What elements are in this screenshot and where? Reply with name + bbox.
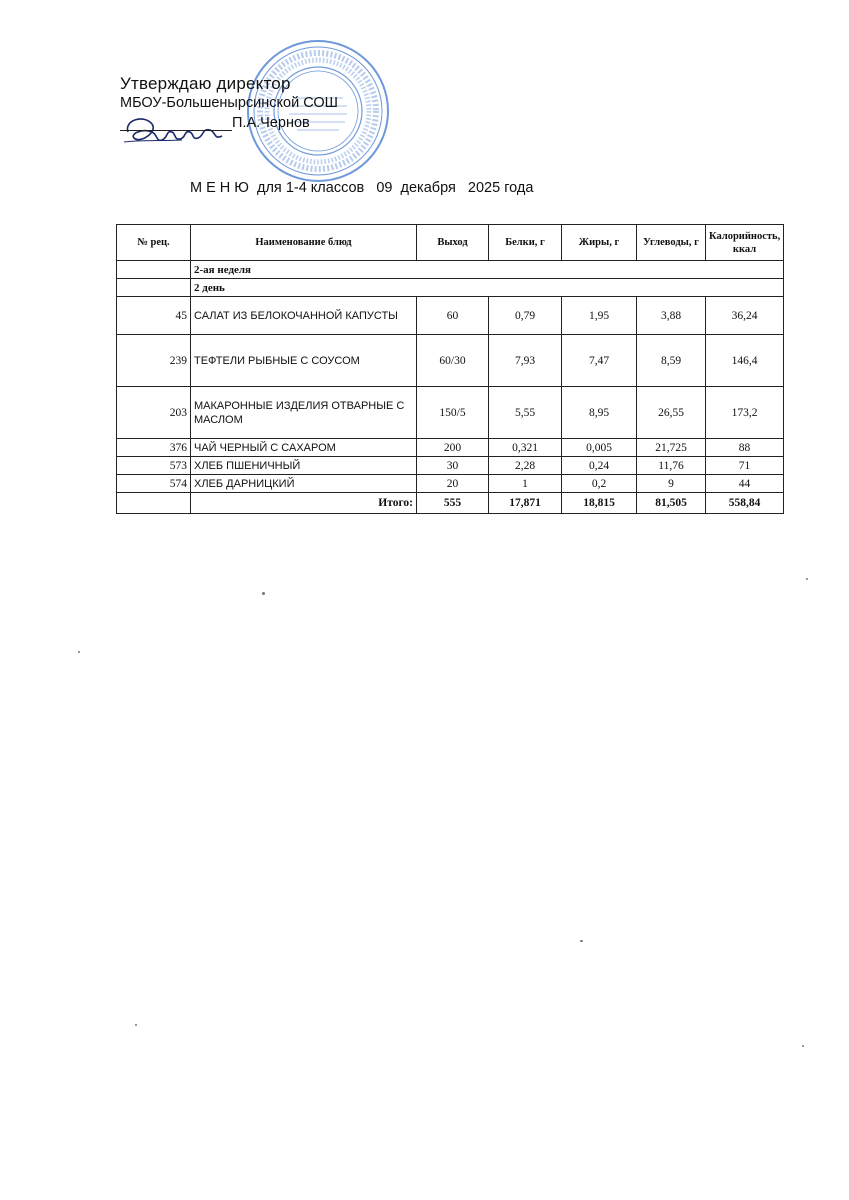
table-header-row bbox=[117, 225, 784, 261]
menu-title: М Е Н Ю для 1-4 классов 09 декабря 2025 года bbox=[190, 180, 534, 196]
header-protein: Белки, г bbox=[489, 225, 562, 261]
carbs-cell: 21,725 bbox=[637, 439, 706, 457]
protein-cell: 1 bbox=[489, 475, 562, 493]
approval-block bbox=[120, 74, 338, 131]
menu-table bbox=[116, 224, 784, 514]
director-name: П.А.Чернов bbox=[232, 115, 310, 131]
carbs-cell: 8,59 bbox=[637, 335, 706, 387]
carbs-cell: 11,76 bbox=[637, 457, 706, 475]
table-row bbox=[117, 439, 784, 457]
day-label: 2 день bbox=[191, 279, 784, 297]
fat-cell: 1,95 bbox=[562, 297, 637, 335]
kcal-cell: 88 bbox=[706, 439, 784, 457]
total-row-spacer bbox=[117, 493, 191, 514]
protein-cell: 5,55 bbox=[489, 387, 562, 439]
yield-cell: 20 bbox=[417, 475, 489, 493]
kcal-cell: 146,4 bbox=[706, 335, 784, 387]
fat-cell: 8,95 bbox=[562, 387, 637, 439]
scan-speck bbox=[262, 592, 265, 595]
rec-cell: 239 bbox=[117, 335, 191, 387]
fat-cell: 0,24 bbox=[562, 457, 637, 475]
scan-speck bbox=[78, 651, 80, 653]
carbs-cell: 3,88 bbox=[637, 297, 706, 335]
week-row bbox=[117, 261, 784, 279]
header-fat: Жиры, г bbox=[562, 225, 637, 261]
total-row bbox=[117, 493, 784, 514]
day-row-spacer bbox=[117, 279, 191, 297]
dish-name-cell: ХЛЕБ ДАРНИЦКИЙ bbox=[191, 475, 417, 493]
scan-speck bbox=[806, 578, 808, 580]
week-label: 2-ая неделя bbox=[191, 261, 784, 279]
week-row-spacer bbox=[117, 261, 191, 279]
protein-cell: 0,321 bbox=[489, 439, 562, 457]
scan-speck bbox=[802, 1045, 804, 1047]
yield-cell: 30 bbox=[417, 457, 489, 475]
rec-cell: 376 bbox=[117, 439, 191, 457]
total-kcal: 558,84 bbox=[706, 493, 784, 514]
kcal-cell: 44 bbox=[706, 475, 784, 493]
header-name: Наименование блюд bbox=[191, 225, 417, 261]
rec-cell: 573 bbox=[117, 457, 191, 475]
kcal-cell: 71 bbox=[706, 457, 784, 475]
day-row bbox=[117, 279, 784, 297]
protein-cell: 7,93 bbox=[489, 335, 562, 387]
dish-name-cell: ЧАЙ ЧЕРНЫЙ С САХАРОМ bbox=[191, 439, 417, 457]
carbs-cell: 9 bbox=[637, 475, 706, 493]
table-row bbox=[117, 457, 784, 475]
total-yield: 555 bbox=[417, 493, 489, 514]
yield-cell: 200 bbox=[417, 439, 489, 457]
protein-cell: 0,79 bbox=[489, 297, 562, 335]
protein-cell: 2,28 bbox=[489, 457, 562, 475]
yield-cell: 60 bbox=[417, 297, 489, 335]
total-carbs: 81,505 bbox=[637, 493, 706, 514]
header-kcal: Калорийность, ккал bbox=[706, 225, 784, 261]
rec-cell: 45 bbox=[117, 297, 191, 335]
rec-cell: 574 bbox=[117, 475, 191, 493]
table-row bbox=[117, 335, 784, 387]
table-row bbox=[117, 475, 784, 493]
header-carbs: Углеводы, г bbox=[637, 225, 706, 261]
fat-cell: 7,47 bbox=[562, 335, 637, 387]
dish-name-cell: САЛАТ ИЗ БЕЛОКОЧАННОЙ КАПУСТЫ bbox=[191, 297, 417, 335]
carbs-cell: 26,55 bbox=[637, 387, 706, 439]
dish-name-cell: ТЕФТЕЛИ РЫБНЫЕ С СОУСОМ bbox=[191, 335, 417, 387]
yield-cell: 150/5 bbox=[417, 387, 489, 439]
school-name: МБОУ-Большеныpсинской СОШ bbox=[120, 95, 338, 111]
signature-underline bbox=[120, 116, 232, 131]
dish-name-cell: ХЛЕБ ПШЕНИЧНЫЙ bbox=[191, 457, 417, 475]
total-protein: 17,871 bbox=[489, 493, 562, 514]
scan-speck bbox=[580, 940, 583, 942]
fat-cell: 0,005 bbox=[562, 439, 637, 457]
director-signature-line bbox=[120, 115, 338, 131]
header-rec: № рец. bbox=[117, 225, 191, 261]
approval-title: Утверждаю директор bbox=[120, 74, 291, 93]
scan-speck bbox=[135, 1024, 137, 1026]
yield-cell: 60/30 bbox=[417, 335, 489, 387]
total-fat: 18,815 bbox=[562, 493, 637, 514]
table-row bbox=[117, 387, 784, 439]
total-label: Итого: bbox=[191, 493, 417, 514]
dish-name-cell: МАКАРОННЫЕ ИЗДЕЛИЯ ОТВАРНЫЕ С МАСЛОМ bbox=[191, 387, 417, 439]
kcal-cell: 173,2 bbox=[706, 387, 784, 439]
header-yield: Выход bbox=[417, 225, 489, 261]
fat-cell: 0,2 bbox=[562, 475, 637, 493]
table-row bbox=[117, 297, 784, 335]
kcal-cell: 36,24 bbox=[706, 297, 784, 335]
rec-cell: 203 bbox=[117, 387, 191, 439]
